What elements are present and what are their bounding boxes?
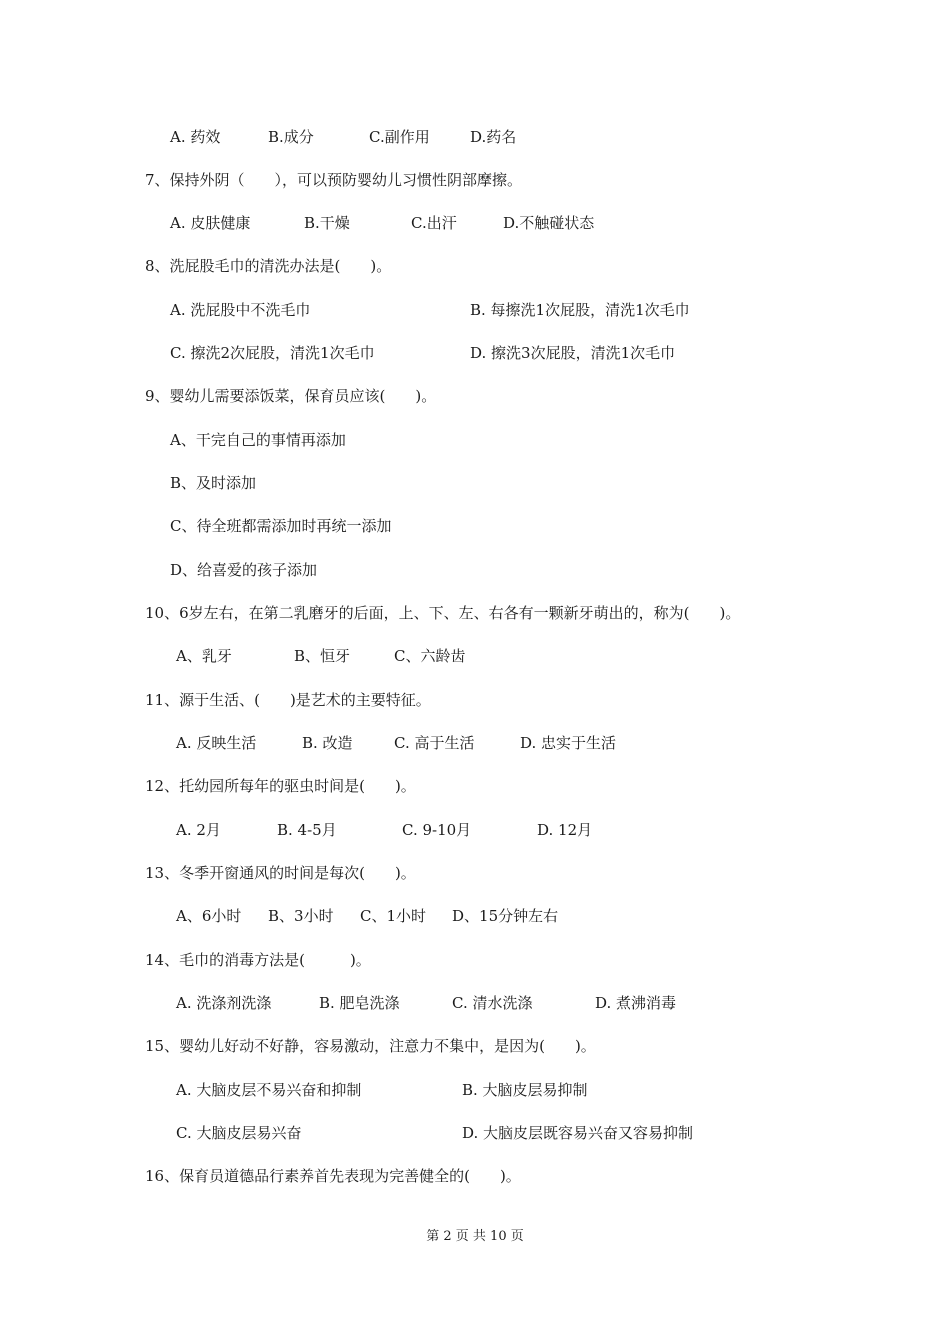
q8-option-c: C. 擦洗2次屁股，清洗1次毛巾 [170,344,375,362]
question-8-stem: 8、洗屁股毛巾的清洗办法是( )。 [145,257,392,275]
q6-option-d: D.药名 [470,128,517,146]
question-11-stem: 11、源于生活、( )是艺术的主要特征。 [145,691,431,709]
q15-option-d: D. 大脑皮层既容易兴奋又容易抑制 [462,1124,694,1142]
q10-option-b: B、恒牙 [294,647,351,665]
q8-option-d: D. 擦洗3次屁股，清洗1次毛巾 [470,344,676,362]
q7-option-b: B.干燥 [304,214,350,232]
q14-option-b: B. 肥皂洗涤 [319,994,400,1012]
q12-option-d: D. 12月 [537,821,593,839]
question-14-stem: 14、毛巾的消毒方法是( )。 [145,951,371,969]
q10-option-a: A、乳牙 [176,647,232,665]
q11-option-d: D. 忠实于生活 [520,734,617,752]
q11-option-b: B. 改造 [302,734,353,752]
q13-option-a: A、6小时 [176,907,242,925]
q6-option-a: A. 药效 [170,128,221,146]
q13-option-d: D、15分钟左右 [452,907,559,925]
question-10-stem: 10、6岁左右，在第二乳磨牙的后面，上、下、左、右各有一颗新牙萌出的，称为( )。 [145,604,741,622]
q12-option-b: B. 4-5月 [277,821,337,839]
q9-option-b: B、及时添加 [170,474,257,492]
question-12-stem: 12、托幼园所每年的驱虫时间是( )。 [145,777,416,795]
question-15-stem: 15、婴幼儿好动不好静，容易激动，注意力不集中，是因为( )。 [145,1037,596,1055]
q15-option-b: B. 大脑皮层易抑制 [462,1081,588,1099]
q7-option-d: D.不触碰状态 [503,214,595,232]
q14-option-a: A. 洗涤剂洗涤 [176,994,272,1012]
q13-option-b: B、3小时 [268,907,334,925]
q11-option-a: A. 反映生活 [176,734,257,752]
q7-option-c: C.出汗 [411,214,457,232]
q9-option-c: C、待全班都需添加时再统一添加 [170,517,392,535]
q13-option-c: C、1小时 [360,907,427,925]
q15-option-a: A. 大脑皮层不易兴奋和抑制 [176,1081,362,1099]
question-7-stem: 7、保持外阴（ ），可以预防婴幼儿习惯性阴部摩擦。 [145,171,523,189]
q12-option-c: C. 9-10月 [402,821,472,839]
q6-option-b: B.成分 [268,128,314,146]
q9-option-d: D、给喜爱的孩子添加 [170,561,318,579]
q8-option-b: B. 每擦洗1次屁股，清洗1次毛巾 [470,301,690,319]
question-9-stem: 9、婴幼儿需要添饭菜，保育员应该( )。 [145,387,437,405]
q14-option-d: D. 煮沸消毒 [595,994,677,1012]
q10-option-c: C、六龄齿 [394,647,466,665]
q11-option-c: C. 高于生活 [394,734,475,752]
q15-option-c: C. 大脑皮层易兴奋 [176,1124,302,1142]
q6-option-c: C.副作用 [369,128,430,146]
q8-option-a: A. 洗屁股中不洗毛巾 [170,301,311,319]
q7-option-a: A. 皮肤健康 [170,214,251,232]
q9-option-a: A、干完自己的事情再添加 [170,431,346,449]
page-footer: 第 2 页 共 10 页 [426,1229,524,1244]
q12-option-a: A. 2月 [176,821,221,839]
question-13-stem: 13、冬季开窗通风的时间是每次( )。 [145,864,416,882]
q14-option-c: C. 清水洗涤 [452,994,533,1012]
question-16-stem: 16、保育员道德品行素养首先表现为完善健全的( )。 [145,1167,521,1185]
